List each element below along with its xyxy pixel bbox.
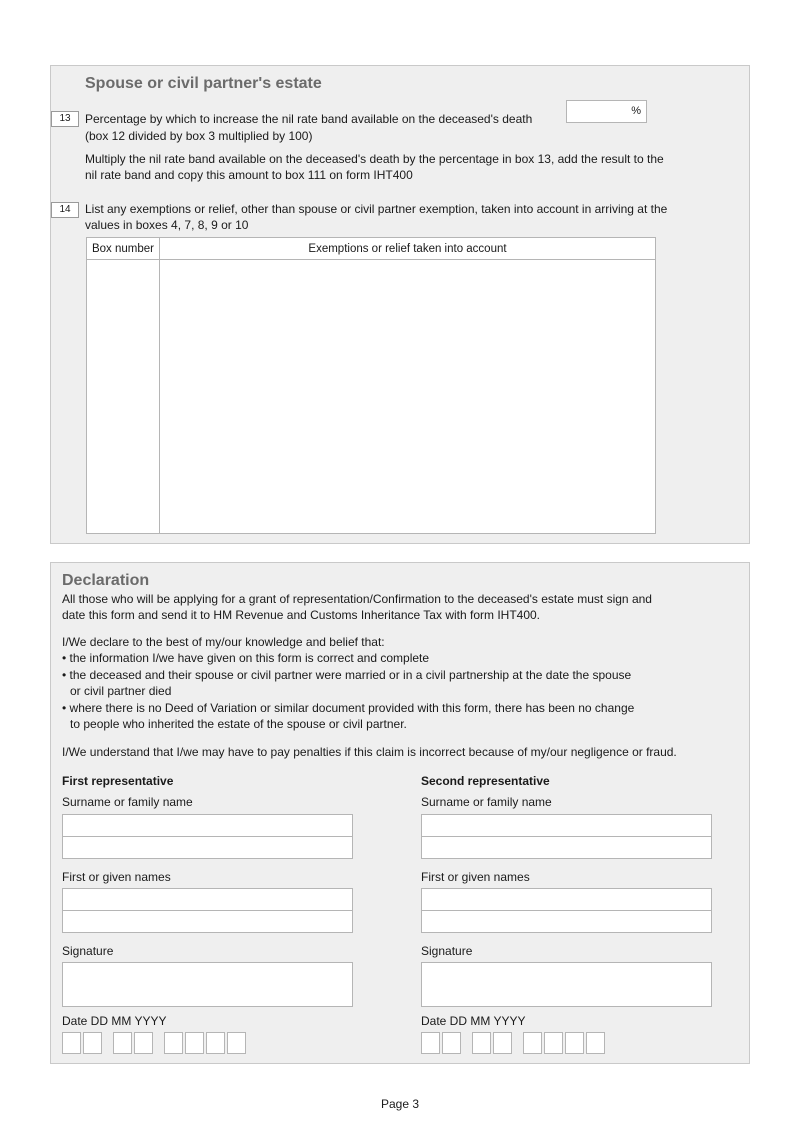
second-rep-first-names-input-2[interactable]: [421, 910, 712, 933]
q13-note-line1: Multiply the nil rate band available on the deceased's death by the percentage in box 13, add the result to the: [85, 152, 664, 166]
first-rep-first-names-input-1[interactable]: [62, 888, 353, 911]
q14-text-line2: values in boxes 4, 7, 8, 9 or 10: [85, 218, 249, 232]
first-rep-heading: First representative: [62, 774, 174, 788]
first-rep-date-month-1[interactable]: [113, 1032, 132, 1054]
second-rep-date-month-1[interactable]: [472, 1032, 491, 1054]
section-title: Spouse or civil partner's estate: [85, 75, 322, 92]
second-rep-date-year-3[interactable]: [565, 1032, 584, 1054]
second-rep-first-names-label: First or given names: [421, 870, 530, 884]
bullet-1: • the information I/we have given on this form is correct and complete: [62, 651, 430, 665]
declaration-panel: [50, 562, 750, 1064]
declaration-intro-line1: All those who will be applying for a grant of representation/Confirmation to the deceased's estate must sign and: [62, 592, 652, 606]
second-rep-heading: Second representative: [421, 774, 550, 788]
second-rep-date-day-1[interactable]: [421, 1032, 440, 1054]
percent-unit: %: [631, 105, 641, 117]
first-rep-date-day-2[interactable]: [83, 1032, 102, 1054]
first-rep-surname-label: Surname or family name: [62, 795, 193, 809]
first-rep-first-names-input-2[interactable]: [62, 910, 353, 933]
second-rep-signature-field[interactable]: [421, 962, 712, 1007]
first-rep-date-label: Date DD MM YYYY: [62, 1014, 167, 1028]
percentage-input[interactable]: [566, 100, 647, 123]
second-rep-date-day-2[interactable]: [442, 1032, 461, 1054]
first-rep-date-year-2[interactable]: [185, 1032, 204, 1054]
first-rep-surname-input-2[interactable]: [62, 836, 353, 859]
second-rep-date-year-2[interactable]: [544, 1032, 563, 1054]
declare-line: I/We declare to the best of my/our knowledge and belief that:: [62, 635, 385, 649]
q13-text-line1: Percentage by which to increase the nil rate band available on the deceased's death: [85, 112, 533, 126]
first-rep-signature-label: Signature: [62, 944, 114, 958]
first-rep-date-year-1[interactable]: [164, 1032, 183, 1054]
second-rep-surname-label: Surname or family name: [421, 795, 552, 809]
second-rep-surname-input-2[interactable]: [421, 836, 712, 859]
first-rep-date-day-1[interactable]: [62, 1032, 81, 1054]
exemptions-table: [86, 237, 656, 534]
first-rep-date-year-3[interactable]: [206, 1032, 225, 1054]
exemptions-column-header: Exemptions or relief taken into account: [160, 238, 656, 260]
box-number-13: 13: [51, 111, 79, 127]
first-rep-date-month-2[interactable]: [134, 1032, 153, 1054]
box-number-cell[interactable]: [87, 260, 160, 534]
second-rep-signature-label: Signature: [421, 944, 473, 958]
bullet-2-line1: • the deceased and their spouse or civil partner were married or in a civil partnership at the date the spouse: [62, 668, 632, 682]
first-rep-first-names-label: First or given names: [62, 870, 171, 884]
q14-text-line1: List any exemptions or relief, other than spouse or civil partner exemption, taken into account in arriving at the: [85, 202, 668, 216]
bullet-3-line1: • where there is no Deed of Variation or similar document provided with this form, there has been no change: [62, 701, 635, 715]
box-number-14: 14: [51, 202, 79, 218]
page-number: Page 3: [380, 1097, 420, 1111]
penalty-line: I/We understand that I/we may have to pay penalties if this claim is incorrect because of my/our negligence or fraud.: [62, 745, 677, 759]
second-rep-date-year-1[interactable]: [523, 1032, 542, 1054]
second-rep-date-year-4[interactable]: [586, 1032, 605, 1054]
q13-text-line2: (box 12 divided by box 3 multiplied by 100): [85, 129, 313, 143]
second-rep-date-label: Date DD MM YYYY: [421, 1014, 526, 1028]
bullet-2-line2: or civil partner died: [70, 684, 172, 698]
second-rep-date-month-2[interactable]: [493, 1032, 512, 1054]
first-rep-date-year-4[interactable]: [227, 1032, 246, 1054]
first-rep-signature-field[interactable]: [62, 962, 353, 1007]
box-number-column-header: Box number: [87, 238, 160, 260]
q13-note-line2: nil rate band and copy this amount to box 111 on form IHT400: [85, 168, 413, 182]
bullet-3-line2: to people who inherited the estate of the spouse or civil partner.: [70, 717, 407, 731]
exemptions-cell[interactable]: [160, 260, 656, 534]
spouse-section-panel: [50, 65, 750, 544]
declaration-title: Declaration: [62, 572, 150, 589]
first-rep-surname-input-1[interactable]: [62, 814, 353, 837]
second-rep-surname-input-1[interactable]: [421, 814, 712, 837]
declaration-intro-line2: date this form and send it to HM Revenue and Customs Inheritance Tax with form IHT400.: [62, 608, 541, 622]
second-rep-first-names-input-1[interactable]: [421, 888, 712, 911]
